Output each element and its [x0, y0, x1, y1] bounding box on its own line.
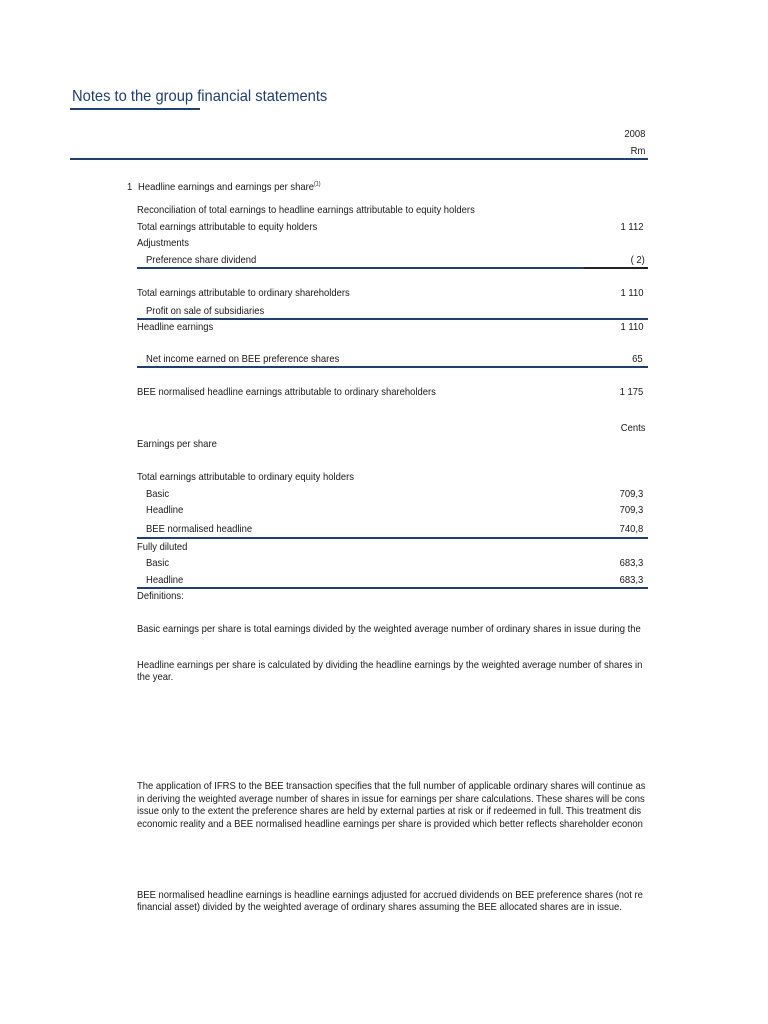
eps-row-label: Basic [146, 557, 170, 569]
row-value: 1 175 [619, 386, 643, 398]
eps-row-label: Headline [146, 504, 184, 516]
row-label: Adjustments [137, 237, 190, 249]
reconciliation-caption: Reconciliation of total earnings to headline earnings attributable to equity holders [137, 204, 475, 216]
row-value: 1 110 [620, 321, 643, 333]
eps-rule [137, 537, 648, 539]
eps-row-value: 709,3 [619, 488, 643, 500]
definition-paragraph [137, 780, 647, 830]
page-title: Notes to the group financial statements [72, 88, 328, 105]
definition-line: in deriving the weighted average number of shares in issue for earnings per share calculations. These shares will be cons [137, 792, 645, 805]
total-rule [137, 366, 648, 368]
eps-row-value: 683,3 [619, 574, 643, 586]
year-header: 2008 [623, 128, 645, 140]
definition-line: the year. [137, 671, 174, 683]
note-heading [138, 181, 321, 193]
row-label: Headline earnings [137, 321, 214, 333]
eps-row-value: 740,8 [619, 523, 643, 535]
definition-line: economic reality and a BEE normalised headline earnings per share is provided which better reflects shareholder econon [137, 817, 643, 830]
eps-heading: Earnings per share [137, 438, 217, 450]
row-label: Net income earned on BEE preference shares [146, 353, 340, 365]
eps-row-value: 683,3 [619, 557, 643, 569]
definition-paragraph [137, 623, 647, 635]
subtotal-rule-value [584, 267, 648, 269]
eps-group-label: Total earnings attributable to ordinary equity holders [137, 471, 354, 483]
note-heading-ref: (1) [314, 181, 321, 188]
row-label: Profit on sale of subsidiaries [146, 305, 265, 317]
row-value: 1 112 [620, 221, 643, 233]
definition-paragraph [137, 659, 647, 683]
row-label: Preference share dividend [146, 254, 257, 266]
definition-line: BEE normalised headline earnings is headline earnings adjusted for accrued dividends on BEE preference shares (not re [137, 889, 643, 901]
row-value: ( 2) [630, 254, 645, 266]
title-underline [70, 108, 200, 110]
subtotal-rule [137, 267, 585, 269]
row-label: Total earnings attributable to equity holders [137, 221, 318, 233]
eps-row-label: BEE normalised headline [146, 523, 253, 535]
eps-row-value: 709,3 [619, 504, 643, 516]
row-value: 65 [632, 353, 643, 365]
header-rule [70, 158, 648, 160]
eps-row-label: Basic [146, 488, 170, 500]
subtotal-rule [137, 318, 648, 320]
row-label: BEE normalised headline earnings attributable to ordinary shareholders [137, 386, 436, 398]
eps-row-label: Headline [146, 574, 184, 586]
definition-line: issue only to the extent the preference shares are held by external parties at risk or if redeemed in full. This treatment dis [137, 805, 642, 817]
note-heading-text: Headline earnings and earnings per share [138, 181, 315, 193]
definition-line: The application of IFRS to the BEE transaction specifies that the full number of applicable ordinary shares will continue as [137, 780, 646, 792]
definition-paragraph [137, 889, 647, 913]
definitions-heading: Definitions: [137, 590, 184, 602]
eps-unit: Cents [620, 422, 645, 434]
note-number: 1 [127, 181, 133, 193]
unit-header: Rm [630, 145, 645, 157]
definition-line: Headline earnings per share is calculated by dividing the headline earnings by the weighted average number of shares in [137, 659, 643, 671]
eps-row-label: Fully diluted [137, 541, 188, 553]
row-label: Total earnings attributable to ordinary shareholders [137, 287, 350, 299]
eps-bottom-rule [137, 587, 648, 589]
definition-line: financial asset) divided by the weighted average of ordinary shares assuming the BEE allocated shares are in issue. [137, 901, 622, 913]
row-value: 1 110 [620, 287, 643, 299]
definition-line: Basic earnings per share is total earnings divided by the weighted average number of ordinary shares in issue during the [137, 623, 641, 635]
